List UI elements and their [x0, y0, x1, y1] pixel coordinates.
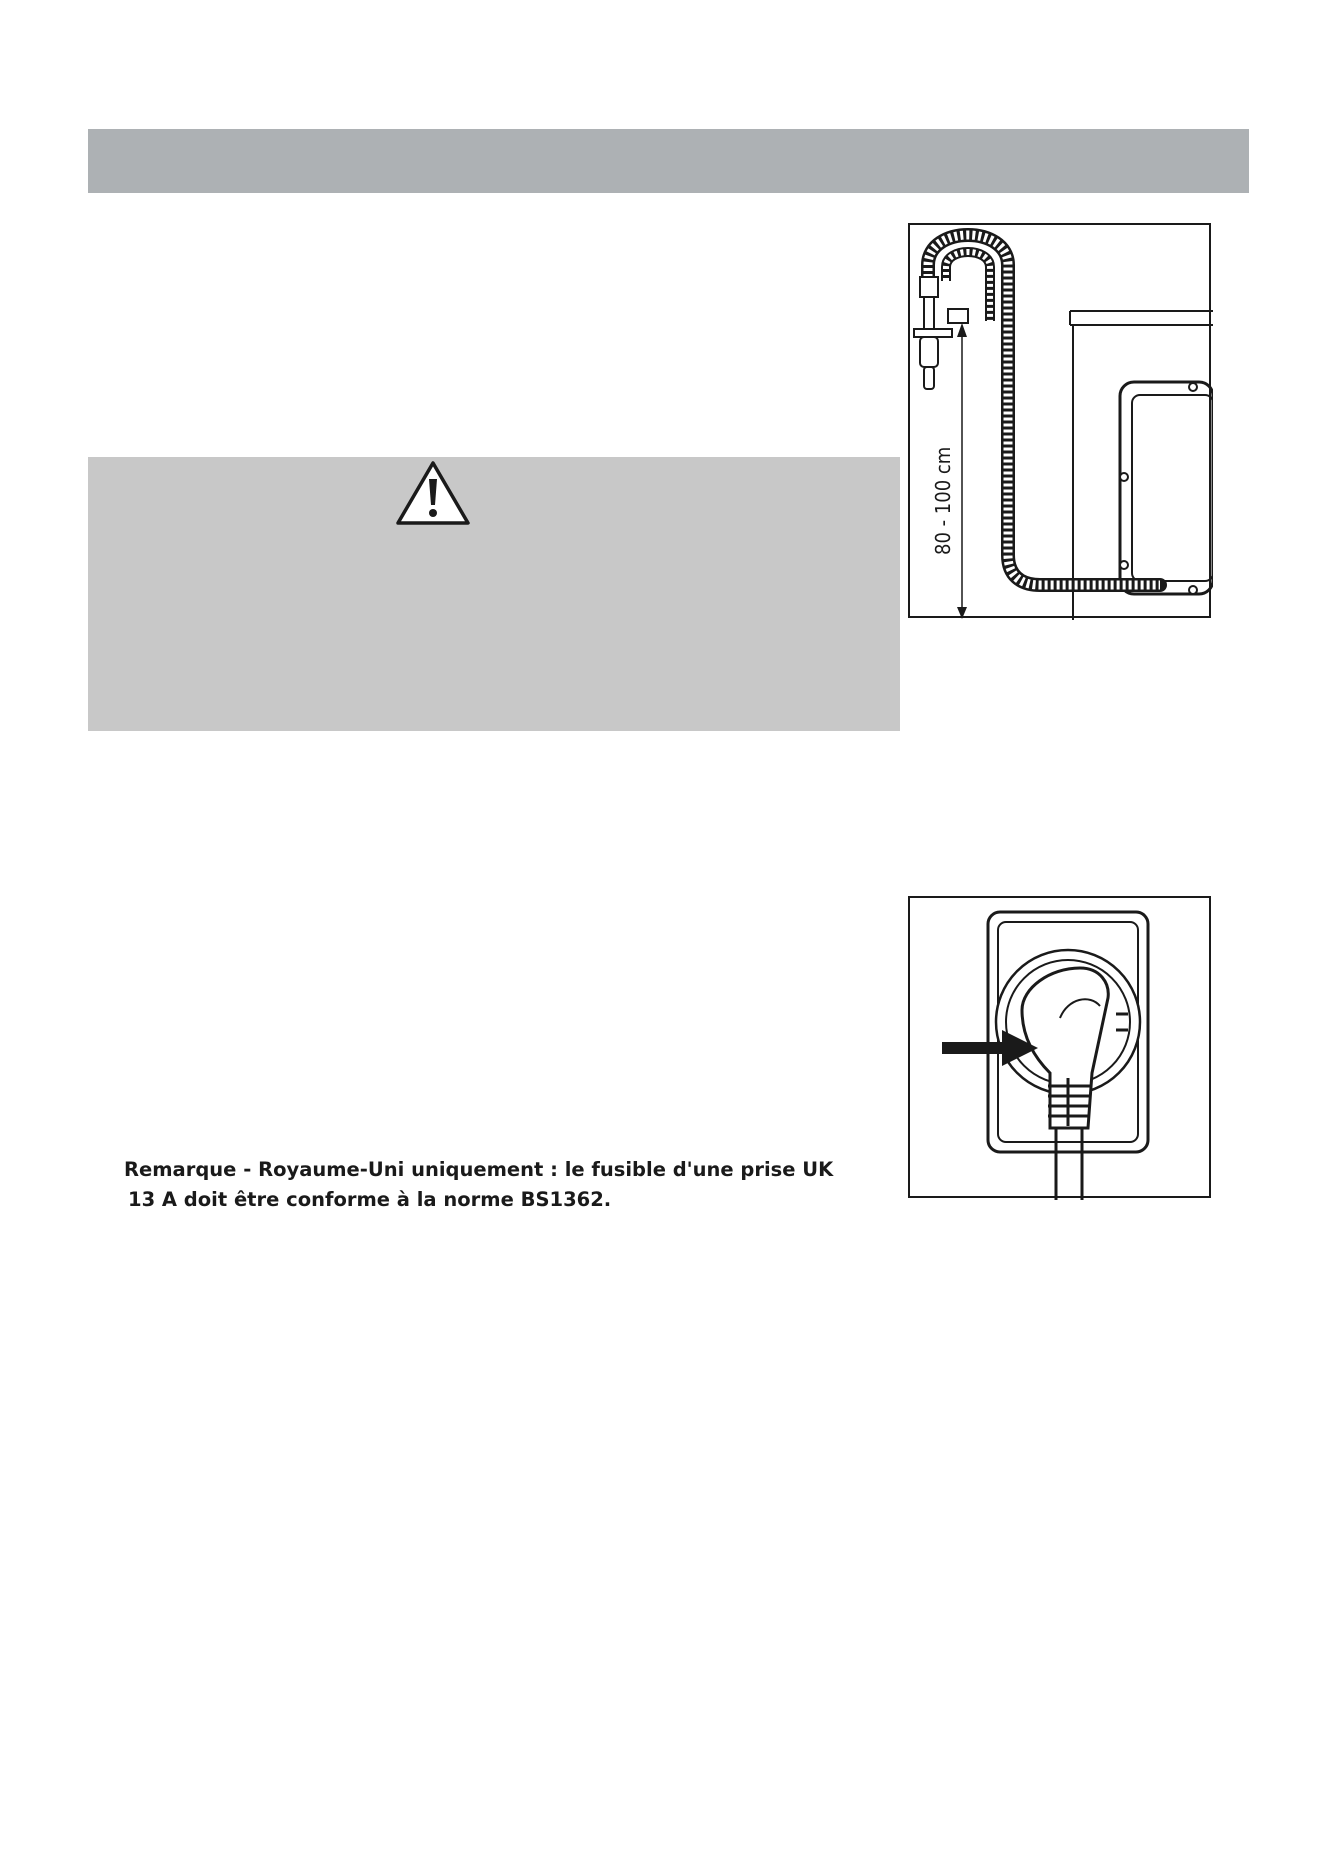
warning-box	[88, 457, 900, 731]
plug-socket-figure	[908, 896, 1211, 1198]
section-header-bar	[88, 129, 1249, 193]
dimension-label: 80 - 100 cm	[931, 446, 955, 555]
uk-fuse-note	[124, 1155, 904, 1215]
drain-hose-diagram	[910, 225, 1213, 620]
plug-socket-diagram	[910, 898, 1213, 1200]
warning-triangle-icon	[394, 457, 472, 529]
note-line-1: Remarque - Royaume-Uni uniquement : le fusible d'une prise UK	[124, 1158, 834, 1181]
note-line-2: 13 A doit être conforme à la norme BS1362.	[128, 1188, 612, 1211]
drain-hose-figure	[908, 223, 1211, 618]
